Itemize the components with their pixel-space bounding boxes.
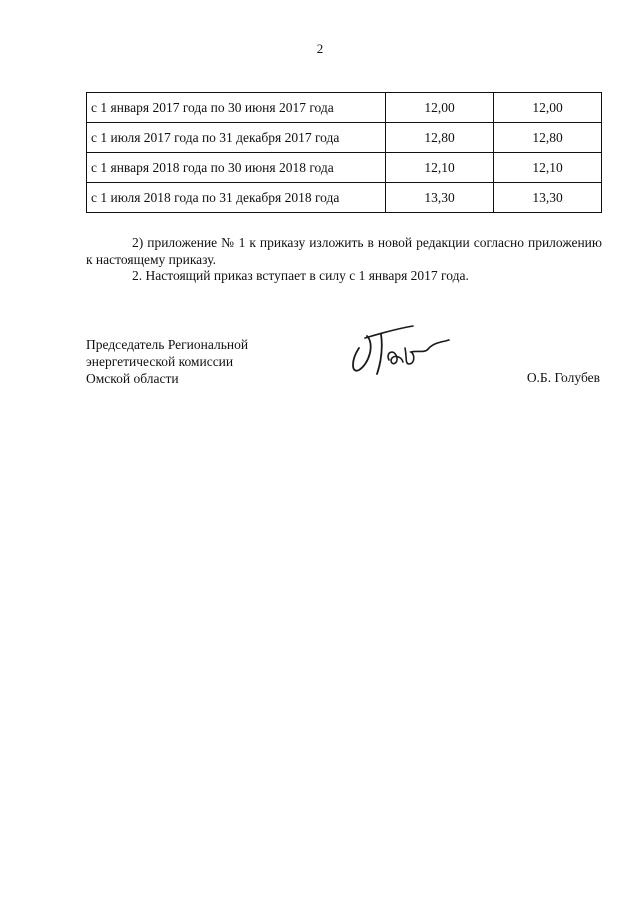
signer-position-line: Председатель Региональной [86, 337, 249, 352]
table-row [87, 93, 602, 123]
paragraph-effective-date [86, 267, 602, 284]
value-cell: 12,00 [494, 93, 602, 123]
table-row [87, 123, 602, 153]
period-cell: с 1 июля 2017 года по 31 декабря 2017 года [87, 123, 386, 153]
value-cell: 12,10 [494, 153, 602, 183]
period-cell: с 1 июля 2018 года по 31 декабря 2018 года [87, 183, 386, 213]
tariff-table [86, 92, 602, 213]
table-row [87, 153, 602, 183]
signer-position-line: энергетической комиссии [86, 354, 234, 369]
value-cell: 12,80 [386, 123, 494, 153]
value-cell: 12,10 [386, 153, 494, 183]
period-cell: с 1 января 2018 года по 30 июня 2018 года [87, 153, 386, 183]
value-cell: 12,80 [494, 123, 602, 153]
signer-name: О.Б. Голубев [526, 370, 600, 385]
signer-position-line: Омской области [86, 371, 179, 386]
period-cell: с 1 января 2017 года по 30 июня 2017 года [87, 93, 386, 123]
page-number: 2 [316, 41, 324, 56]
value-cell: 13,30 [386, 183, 494, 213]
signer-position [86, 336, 248, 387]
paragraph-text: 2. Настоящий приказ вступает в силу с 1 января 2017 года. [132, 268, 469, 283]
handwritten-signature [345, 318, 455, 378]
value-cell: 12,00 [386, 93, 494, 123]
table-row [87, 183, 602, 213]
paragraph-amendment [86, 234, 602, 268]
paragraph-text: 2) приложение № 1 к приказу изложить в новой редакции согласно приложению к настоящему приказу. [86, 235, 602, 267]
value-cell: 13,30 [494, 183, 602, 213]
